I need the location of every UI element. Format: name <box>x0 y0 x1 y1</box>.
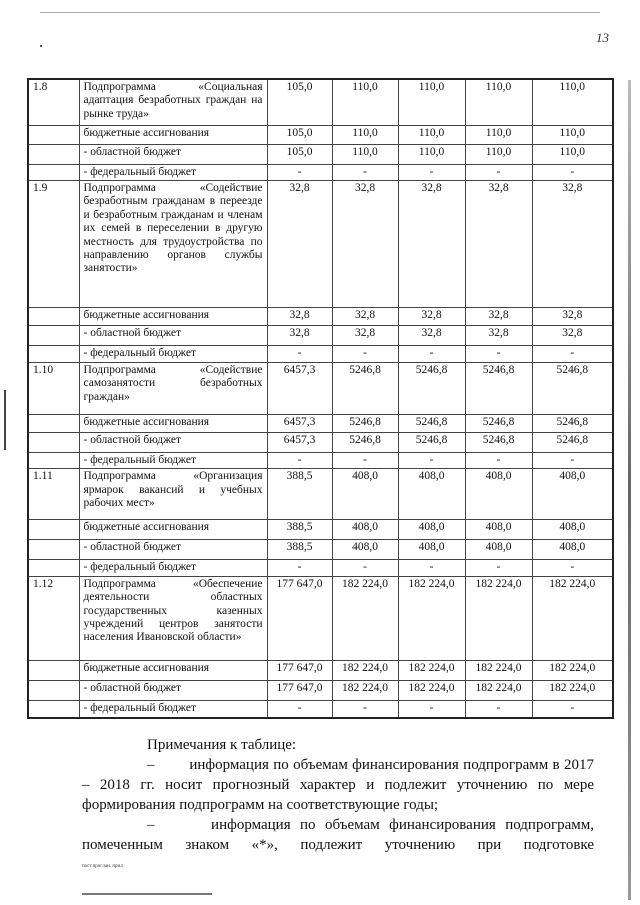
amount-cell: 5246,8 <box>465 432 532 452</box>
amount-cell: 182 224,0 <box>332 660 398 680</box>
budget-row <box>28 125 613 144</box>
row-name: - федеральный бюджет <box>79 164 267 180</box>
row-number <box>28 144 79 164</box>
subprogram-row <box>28 576 613 660</box>
amount-cell: - <box>465 345 532 362</box>
row-name: - федеральный бюджет <box>79 700 267 718</box>
row-number <box>28 452 79 468</box>
amount-cell: 5246,8 <box>532 414 613 432</box>
amount-cell: 388,5 <box>267 540 332 560</box>
row-number <box>28 414 79 432</box>
amount-cell: 32,8 <box>532 325 613 345</box>
row-number <box>28 680 79 700</box>
amount-cell: - <box>332 345 398 362</box>
row-number <box>28 164 79 180</box>
budget-row <box>28 660 613 680</box>
amount-cell: 32,8 <box>332 180 398 307</box>
scan-bottom-line <box>82 893 212 895</box>
amount-cell: 110,0 <box>332 79 398 125</box>
row-name: - федеральный бюджет <box>79 560 267 576</box>
row-number <box>28 660 79 680</box>
row-name: - областной бюджет <box>79 432 267 452</box>
amount-cell: - <box>267 345 332 362</box>
scan-speck <box>40 45 42 47</box>
amount-cell: 105,0 <box>267 144 332 164</box>
amount-cell: 408,0 <box>398 520 465 540</box>
subprogram-row <box>28 79 613 125</box>
budget-row <box>28 700 613 718</box>
amount-cell: 110,0 <box>332 125 398 144</box>
amount-cell: 32,8 <box>332 307 398 325</box>
row-number: 1.10 <box>28 362 79 414</box>
amount-cell: - <box>398 164 465 180</box>
row-number: 1.12 <box>28 576 79 660</box>
subprogram-row <box>28 362 613 414</box>
amount-cell: 408,0 <box>398 540 465 560</box>
amount-cell: 32,8 <box>267 180 332 307</box>
budget-row <box>28 307 613 325</box>
budget-row <box>28 414 613 432</box>
amount-cell: 105,0 <box>267 125 332 144</box>
row-number: 1.8 <box>28 79 79 125</box>
budget-row <box>28 560 613 576</box>
amount-cell: 32,8 <box>332 325 398 345</box>
amount-cell: 177 647,0 <box>267 576 332 660</box>
amount-cell: 182 224,0 <box>398 680 465 700</box>
amount-cell: - <box>267 452 332 468</box>
budget-row <box>28 432 613 452</box>
amount-cell: 5246,8 <box>532 362 613 414</box>
amount-cell: 408,0 <box>332 520 398 540</box>
amount-cell: 110,0 <box>532 144 613 164</box>
amount-cell: 110,0 <box>532 79 613 125</box>
amount-cell: 5246,8 <box>532 432 613 452</box>
amount-cell: - <box>332 452 398 468</box>
row-name: - областной бюджет <box>79 540 267 560</box>
amount-cell: 182 224,0 <box>398 660 465 680</box>
row-number <box>28 700 79 718</box>
amount-cell: 32,8 <box>465 180 532 307</box>
budget-row <box>28 325 613 345</box>
row-number <box>28 540 79 560</box>
amount-cell: - <box>532 345 613 362</box>
row-name: бюджетные ассигнования <box>79 414 267 432</box>
amount-cell: - <box>267 164 332 180</box>
amount-cell: - <box>398 452 465 468</box>
budget-row <box>28 452 613 468</box>
amount-cell: 182 224,0 <box>465 576 532 660</box>
amount-cell: 5246,8 <box>332 414 398 432</box>
amount-cell: 5246,8 <box>398 432 465 452</box>
row-name: - федеральный бюджет <box>79 452 267 468</box>
amount-cell: 408,0 <box>465 469 532 520</box>
row-number <box>28 432 79 452</box>
amount-cell: - <box>532 164 613 180</box>
amount-cell: 182 224,0 <box>398 576 465 660</box>
subprogram-row <box>28 180 613 307</box>
amount-cell: - <box>398 560 465 576</box>
amount-cell: 110,0 <box>532 125 613 144</box>
amount-cell: 5246,8 <box>465 414 532 432</box>
footer-filename: пост.прог.зан. прил <box>82 864 123 869</box>
amount-cell: 32,8 <box>267 325 332 345</box>
note-item: – информация по объемам финансирования подпрограмм, помеченным знаком «*», подлежит уточнению при подготовке <box>82 817 594 853</box>
amount-cell: 408,0 <box>398 469 465 520</box>
amount-cell: 182 224,0 <box>465 660 532 680</box>
amount-cell: 110,0 <box>332 144 398 164</box>
amount-cell: 177 647,0 <box>267 680 332 700</box>
amount-cell: 32,8 <box>267 307 332 325</box>
row-number: 1.9 <box>28 180 79 307</box>
row-number <box>28 307 79 325</box>
row-name: Подпрограмма «Организация ярмарок вакансий и учебных рабочих мест» <box>79 469 267 520</box>
amount-cell: 110,0 <box>398 125 465 144</box>
amount-cell: 32,8 <box>532 307 613 325</box>
row-name: - областной бюджет <box>79 680 267 700</box>
amount-cell: 182 224,0 <box>532 576 613 660</box>
amount-cell: 32,8 <box>398 307 465 325</box>
scan-top-line <box>40 12 600 13</box>
amount-cell: - <box>532 560 613 576</box>
amount-cell: 5246,8 <box>332 362 398 414</box>
notes-title: Примечания к таблице: <box>147 737 297 753</box>
amount-cell: 182 224,0 <box>532 680 613 700</box>
row-name: Подпрограмма «Социальная адаптация безработных граждан на рынке труда» <box>79 79 267 125</box>
budget-row <box>28 540 613 560</box>
financing-table <box>27 78 614 719</box>
amount-cell: 408,0 <box>532 469 613 520</box>
amount-cell: 408,0 <box>532 520 613 540</box>
amount-cell: - <box>332 700 398 718</box>
table-notes <box>82 735 594 855</box>
row-number <box>28 520 79 540</box>
note-item: – информация по объемам финансирования подпрограмм в 2017 – 2018 гг. носит прогнозный характер и подлежит уточнению по мере формирования подпрограмм на соответствующие годы; <box>82 757 594 813</box>
amount-cell: 32,8 <box>532 180 613 307</box>
row-number <box>28 125 79 144</box>
amount-cell: 182 224,0 <box>465 680 532 700</box>
amount-cell: 5246,8 <box>398 414 465 432</box>
amount-cell: 5246,8 <box>465 362 532 414</box>
amount-cell: - <box>465 164 532 180</box>
amount-cell: 5246,8 <box>332 432 398 452</box>
scan-right-edge <box>628 80 631 900</box>
row-name: бюджетные ассигнования <box>79 125 267 144</box>
amount-cell: - <box>532 452 613 468</box>
amount-cell: 6457,3 <box>267 414 332 432</box>
row-number: 1.11 <box>28 469 79 520</box>
amount-cell: - <box>332 164 398 180</box>
row-number <box>28 325 79 345</box>
amount-cell: 6457,3 <box>267 432 332 452</box>
amount-cell: 105,0 <box>267 79 332 125</box>
amount-cell: - <box>267 560 332 576</box>
amount-cell: 408,0 <box>332 540 398 560</box>
amount-cell: 110,0 <box>465 125 532 144</box>
amount-cell: 32,8 <box>398 180 465 307</box>
row-number <box>28 560 79 576</box>
row-name: - областной бюджет <box>79 144 267 164</box>
amount-cell: 110,0 <box>465 79 532 125</box>
amount-cell: - <box>398 345 465 362</box>
scan-left-mark <box>4 390 6 450</box>
budget-row <box>28 144 613 164</box>
row-name: - областной бюджет <box>79 325 267 345</box>
budget-row <box>28 164 613 180</box>
budget-row <box>28 680 613 700</box>
row-name: - федеральный бюджет <box>79 345 267 362</box>
row-name: бюджетные ассигнования <box>79 520 267 540</box>
amount-cell: 408,0 <box>465 540 532 560</box>
amount-cell: 32,8 <box>398 325 465 345</box>
amount-cell: 408,0 <box>532 540 613 560</box>
row-name: бюджетные ассигнования <box>79 307 267 325</box>
row-name: Подпрограмма «Содействие безработным гражданам в переезде и безработным гражданам и членам их семей в переселении в другую местность для трудоустройства по направлению органов службы занятости» <box>79 180 267 307</box>
amount-cell: - <box>332 560 398 576</box>
amount-cell: 110,0 <box>398 144 465 164</box>
amount-cell: 408,0 <box>465 520 532 540</box>
amount-cell: 110,0 <box>398 79 465 125</box>
page-number: 13 <box>596 30 609 45</box>
budget-row <box>28 520 613 540</box>
amount-cell: - <box>465 560 532 576</box>
amount-cell: 6457,3 <box>267 362 332 414</box>
amount-cell: 182 224,0 <box>532 660 613 680</box>
amount-cell: 5246,8 <box>398 362 465 414</box>
row-name: Подпрограмма «Обеспечение деятельности областных государственных казенных учреждений центров занятости населения Ивановской области» <box>79 576 267 660</box>
budget-row <box>28 345 613 362</box>
amount-cell: - <box>465 700 532 718</box>
amount-cell: 32,8 <box>465 307 532 325</box>
amount-cell: 182 224,0 <box>332 680 398 700</box>
amount-cell: - <box>465 452 532 468</box>
amount-cell: 408,0 <box>332 469 398 520</box>
amount-cell: 182 224,0 <box>332 576 398 660</box>
amount-cell: 177 647,0 <box>267 660 332 680</box>
amount-cell: 388,5 <box>267 520 332 540</box>
amount-cell: - <box>398 700 465 718</box>
row-name: бюджетные ассигнования <box>79 660 267 680</box>
amount-cell: 110,0 <box>465 144 532 164</box>
amount-cell: - <box>267 700 332 718</box>
subprogram-row <box>28 469 613 520</box>
row-number <box>28 345 79 362</box>
amount-cell: - <box>532 700 613 718</box>
row-name: Подпрограмма «Содействие самозанятости безработных граждан» <box>79 362 267 414</box>
amount-cell: 32,8 <box>465 325 532 345</box>
amount-cell: 388,5 <box>267 469 332 520</box>
